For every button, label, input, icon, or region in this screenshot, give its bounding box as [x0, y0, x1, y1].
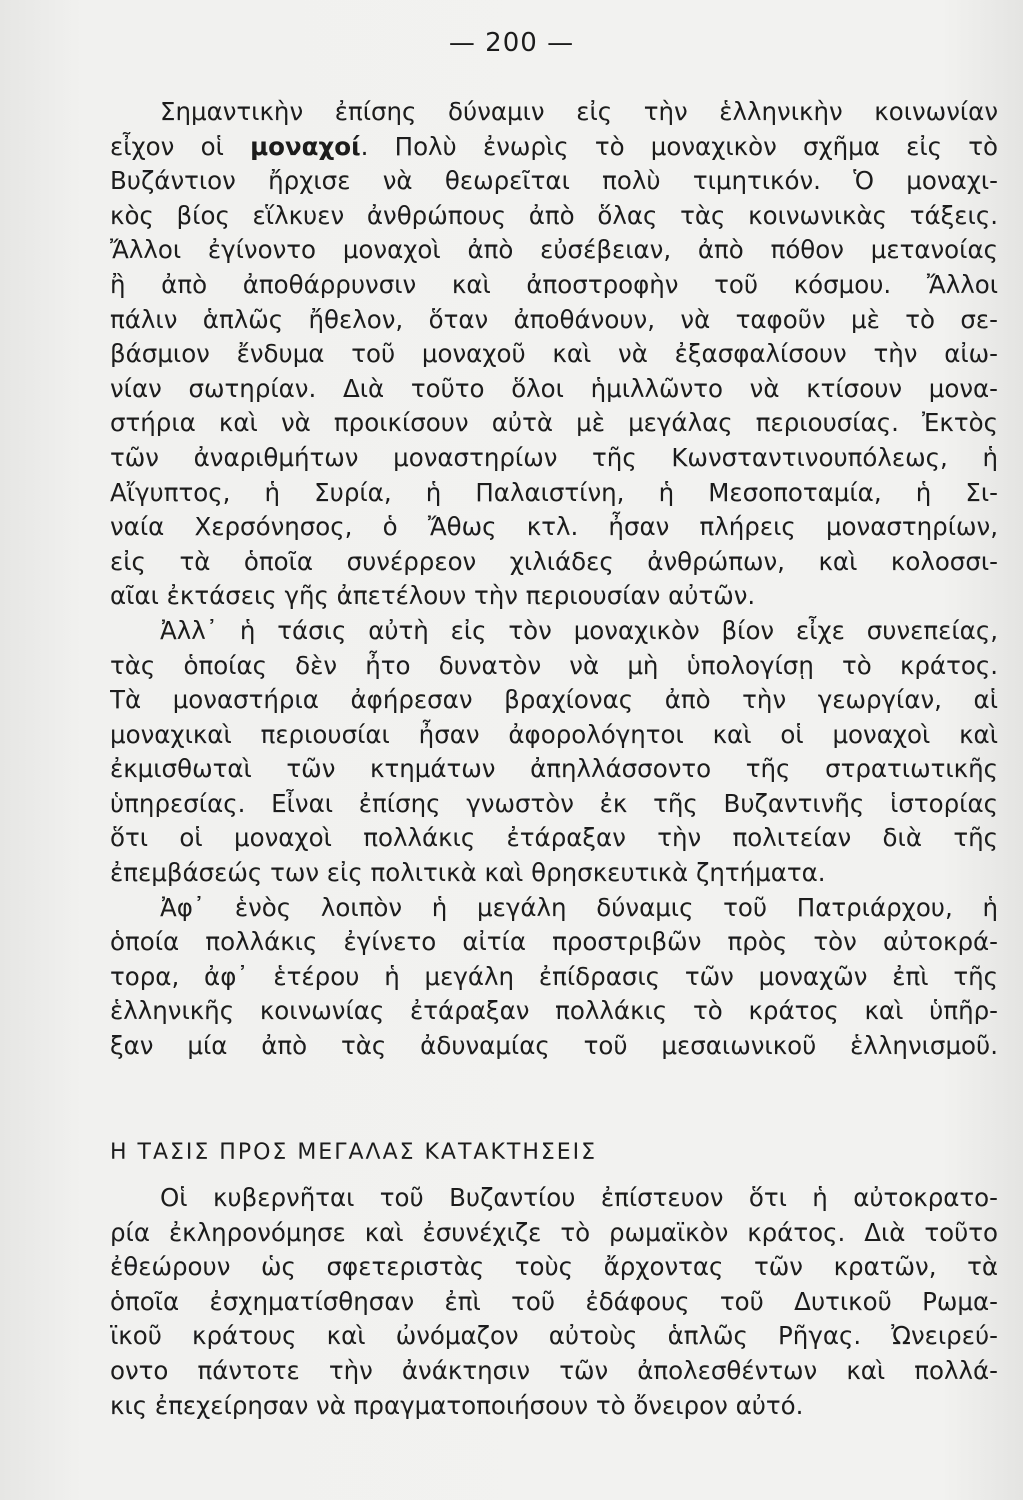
text-line: τὰς ὁποίας δὲν ἦτο δυνατὸν νὰ μὴ ὑπολογίσῃ τὸ κράτος.: [110, 650, 998, 680]
page-number: — 200 —: [448, 28, 575, 58]
text-line: Οἱ κυβερνῆται τοῦ Βυζαντίου ἐπίστευον ὅτι ἡ αὐτοκρατο-: [160, 1183, 998, 1212]
main-text-block: [110, 95, 998, 1064]
text-line-with-emphasis: [110, 130, 998, 165]
text-line: ϊκοῦ κράτους καὶ ὠνόμαζον αὐτοὺς ἁπλῶς Ρῆγας. Ὠνειρεύ-: [110, 1321, 998, 1351]
text-line: οντο πάντοτε τὴν ἀνάκτησιν τῶν ἀπολεσθέντων καὶ πολλά-: [110, 1355, 998, 1385]
text-line: Τὰ μοναστήρια ἀφήρεσαν βραχίονας ἀπὸ τὴν γεωργίαν, αἱ: [110, 685, 998, 715]
text-line: ἢ ἀπὸ ἀποθάρρυνσιν καὶ ἀποστροφὴν τοῦ κόσμου. Ἄλλοι: [110, 269, 998, 299]
text-line: ὅτι οἱ μοναχοὶ πολλάκις ἐτάραξαν τὴν πολιτείαν διὰ τῆς: [110, 823, 998, 853]
text-line: στήρια καὶ νὰ προικίσουν αὐτὰ μὲ μεγάλας περιουσίας. Ἐκτὸς: [110, 408, 998, 438]
text-line: Ἀλλ᾽ ἡ τάσις αὐτὴ εἰς τὸν μοναχικὸν βίον εἶχε συνεπείας,: [160, 615, 998, 645]
text-fragment: . Πολὺ ἐνωρὶς τὸ μοναχικὸν σχῆμα εἰς τὸ: [360, 131, 998, 161]
text-line: τῶν ἀναριθμήτων μοναστηρίων τῆς Κωνσταντινουπόλεως, ἡ: [110, 442, 998, 472]
text-fragment: εἶχον οἱ: [110, 131, 251, 161]
emphasized-term: μοναχοί: [250, 131, 361, 161]
text-line: ναία Χερσόνησος, ὁ Ἄθως κτλ. ἦσαν πλήρεις μοναστηρίων,: [110, 512, 998, 542]
text-line: πάλιν ἁπλῶς ἤθελον, ὅταν ἀποθάνουν, νὰ ταφοῦν μὲ τὸ σε-: [110, 304, 998, 334]
text-line: ἑλληνικῆς κοινωνίας ἐτάραξαν πολλάκις τὸ κράτος καὶ ὑπῆρ-: [110, 996, 998, 1026]
text-line: Ἀφ᾽ ἑνὸς λοιπὸν ἡ μεγάλη δύναμις τοῦ Πατριάρχου, ἡ: [160, 892, 998, 922]
text-line: Βυζάντιον ἤρχισε νὰ θεωρεῖται πολὺ τιμητικόν. Ὁ μοναχι-: [110, 166, 998, 196]
text-line: βάσμιον ἔνδυμα τοῦ μοναχοῦ καὶ νὰ ἐξασφαλίσουν τὴν αἰω-: [110, 339, 998, 369]
text-line: ἐπεμβάσεώς των εἰς πολιτικὰ καὶ θρησκευτικὰ ζητήματα.: [110, 858, 826, 888]
text-line: Σημαντικὴν ἐπίσης δύναμιν εἰς τὴν ἑλληνικὴν κοινωνίαν: [160, 97, 998, 126]
text-line: ἐκμισθωταὶ τῶν κτημάτων ἀπηλλάσσοντο τῆς στρατιωτικῆς: [110, 754, 998, 784]
text-line: ὁποία πολλάκις ἐγίνετο αἰτία προστριβῶν πρὸς τὸν αὐτοκρά-: [110, 927, 998, 957]
text-line: νίαν σωτηρίαν. Διὰ τοῦτο ὅλοι ἡμιλλῶντο νὰ κτίσουν μονα-: [110, 373, 998, 403]
text-line: εἰς τὰ ὁποῖα συνέρρεον χιλιάδες ἀνθρώπων, καὶ κολοσσι-: [110, 546, 998, 576]
text-line: ἐθεώρουν ὡς σφετεριστὰς τοὺς ἄρχοντας τῶν κρατῶν, τὰ: [110, 1252, 998, 1282]
text-line: ρία ἐκληρονόμησε καὶ ἐσυνέχιζε τὸ ρωμαϊκὸν κράτος. Διὰ τοῦτο: [110, 1217, 998, 1247]
text-line: τορα, ἀφ᾽ ἑτέρου ἡ μεγάλη ἐπίδρασις τῶν μοναχῶν ἐπὶ τῆς: [110, 961, 998, 991]
text-line: μοναχικαὶ περιουσίαι ἦσαν ἀφορολόγητοι καὶ οἱ μοναχοὶ καὶ: [110, 719, 998, 749]
text-line: ξαν μία ἀπὸ τὰς ἀδυναμίας τοῦ μεσαιωνικοῦ ἑλληνισμοῦ.: [110, 1031, 998, 1061]
text-line: κις ἐπεχείρησαν νὰ πραγματοποιήσουν τὸ ὄνειρον αὐτό.: [110, 1390, 804, 1420]
text-line: Αἴγυπτος, ἡ Συρία, ἡ Παλαιστίνη, ἡ Μεσοποταμία, ἡ Σι-: [110, 477, 998, 507]
text-line: ὑπηρεσίας. Εἶναι ἐπίσης γνωστὸν ἐκ τῆς Βυζαντινῆς ἱστορίας: [110, 788, 998, 818]
section-text-block: [110, 1181, 998, 1423]
section-heading: Η ΤΑΣΙΣ ΠΡΟΣ ΜΕΓΑΛΑΣ ΚΑΤΑΚΤΗΣΕΙΣ: [110, 1140, 598, 1165]
text-line: κὸς βίος εἵλκυεν ἀνθρώπους ἀπὸ ὅλας τὰς κοινωνικὰς τάξεις.: [110, 200, 998, 230]
text-line: Ἄλλοι ἐγίνοντο μοναχοὶ ἀπὸ εὐσέβειαν, ἀπὸ πόθον μετανοίας: [110, 235, 998, 265]
text-line: αῖαι ἐκτάσεις γῆς ἀπετέλουν τὴν περιουσίαν αὐτῶν.: [110, 581, 756, 611]
text-line: ὁποῖα ἐσχηματίσθησαν ἐπὶ τοῦ ἐδάφους τοῦ Δυτικοῦ Ρωμα-: [110, 1286, 998, 1316]
